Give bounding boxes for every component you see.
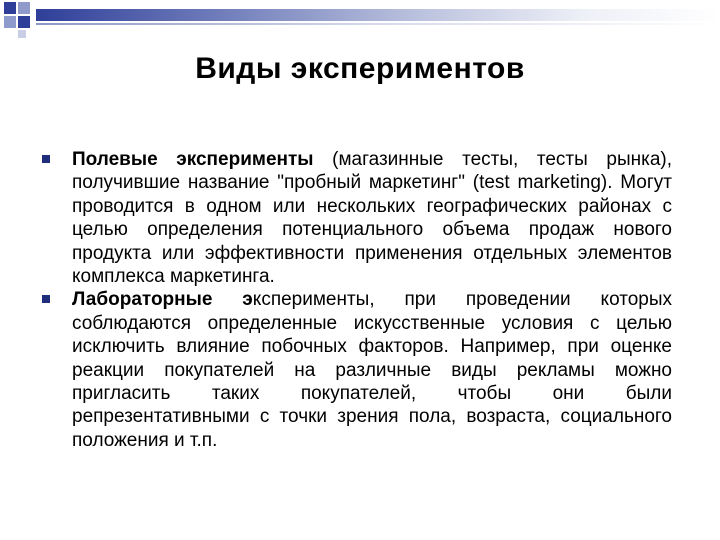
- corner-square-pale: [18, 30, 26, 38]
- bullet-list: [42, 148, 672, 452]
- corner-square-light: [18, 2, 30, 14]
- square-bullet-icon: [42, 295, 50, 303]
- bullet-term: Лабораторные э: [72, 289, 253, 311]
- bullet-item-lab-experiments: [42, 288, 672, 452]
- square-bullet-icon: [42, 155, 50, 163]
- corner-square-dark: [4, 2, 16, 14]
- header-decoration: [0, 0, 720, 34]
- corner-square-mid: [4, 16, 16, 28]
- header-gradient-band: [36, 9, 720, 21]
- bullet-item-field-experiments: [42, 148, 672, 288]
- slide-title: Виды экспериментов: [195, 52, 525, 85]
- bullet-term: Полевые эксперименты: [72, 149, 314, 170]
- header-gradient-line: [36, 23, 720, 25]
- bullet-text: (магазинные тесты, тесты рынка), получившие название "пробный маркетинг" (test marketing). Могут проводится в одном или нескольких географических районах с целью определения потенциального объема продаж нового продукта или эффективности применения отдельных элементов комплекса маркетинга.: [72, 149, 672, 288]
- corner-square-dark-2: [18, 16, 30, 28]
- bullet-text: ксперименты, при проведении которых соблюдаются определенные искусственные условия с целью исключить влияние побочных факторов. Например, при оценке реакции покупателей на различные виды рекламы можно пригласить таких покупателей, чтобы они были репрезентативными с точки зрения пола, возраста, социального положения и т.п.: [72, 289, 672, 451]
